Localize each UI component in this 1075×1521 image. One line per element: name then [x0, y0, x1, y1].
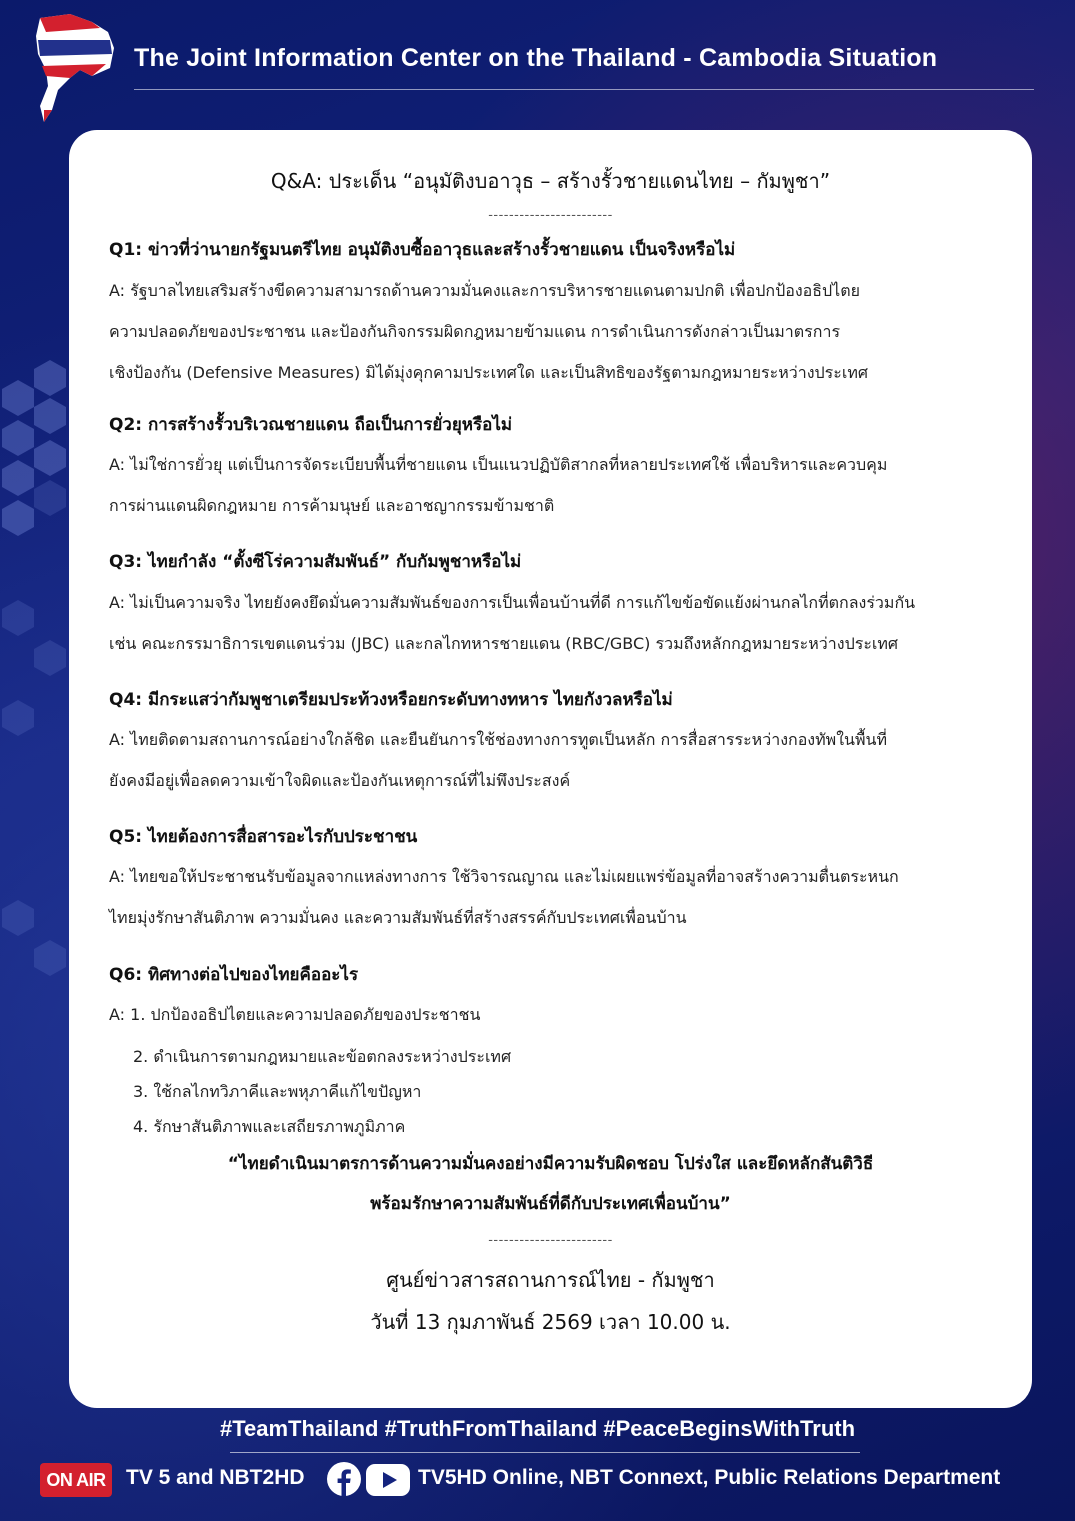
answer-6-item-1: A: 1. ปกป้องอธิปไตยและความปลอดภัยของประชาชน — [109, 1005, 481, 1024]
question-5: Q5: ไทยต้องการสื่อสารอะไรกับประชาชน — [109, 827, 418, 847]
answer-1-line-1: A: รัฐบาลไทยเสริมสร้างขีดความสามารถด้านความมั่นคงและการบริหารชายแดนตามปกติ เพื่อปกป้องอธิปไตย — [109, 281, 860, 300]
qa-card — [69, 130, 1032, 1408]
closing-quote-line-1: “ไทยดำเนินมาตรการด้านความมั่นคงอย่างมีความรับผิดชอบ โปร่งใส และยึดหลักสันติวิธี — [227, 1154, 874, 1174]
question-3: Q3: ไทยกำลัง “ตั้งซีโร่ความสัมพันธ์” กับกัมพูชาหรือไม่ — [109, 552, 522, 572]
facebook-icon — [327, 1462, 361, 1496]
answer-1-line-3: เชิงป้องกัน (Defensive Measures) มิได้มุ่งคุกคามประเทศใด และเป็นสิทธิของรัฐตามกฎหมายระหว่างประเทศ — [109, 363, 869, 382]
question-2: Q2: การสร้างรั้วบริเวณชายแดน ถือเป็นการยั่วยุหรือไม่ — [109, 415, 513, 435]
answer-2 — [109, 444, 992, 526]
answer-3-line-1: A: ไม่เป็นความจริง ไทยยังคงยึดมั่นความสัมพันธ์ของการเป็นเพื่อนบ้านที่ดี การแก้ไขข้อขัดแย้งผ่านกลไกที่ตกลงร่วมกัน — [109, 593, 916, 612]
answer-6-item-2: 2. ดำเนินการตามกฎหมายและข้อตกลงระหว่างประเทศ — [133, 1047, 512, 1066]
answer-1-line-2: ความปลอดภัยของประชาชน และป้องกันกิจกรรมผิดกฎหมายข้ามแดน การดำเนินการดังกล่าวเป็นมาตรการ — [109, 322, 841, 341]
answer-4-line-1: A: ไทยติดตามสถานการณ์อย่างใกล้ชิด และยืนยันการใช้ช่องทางการทูตเป็นหลัก การสื่อสารระหว่างกองทัพในพื้นที่ — [109, 730, 887, 749]
answer-6-item-3: 3. ใช้กลไกทวิภาคีและพหุภาคีแก้ไขปัญหา — [133, 1082, 422, 1101]
hexagon-pattern-decoration — [0, 0, 80, 1000]
answer-4 — [109, 719, 992, 801]
issue-date: วันที่ 13 กุมภาพันธ์ 2569 เวลา 10.00 น. — [370, 1310, 731, 1334]
on-air-badge: ON AIR — [40, 1463, 112, 1497]
hashtag-divider — [230, 1452, 860, 1453]
answer-4-line-2: ยังคงมีอยู่เพื่อลดความเข้าใจผิดและป้องกันเหตุการณ์ที่ไม่พึงประสงค์ — [109, 771, 571, 790]
document-title: Q&A: ประเด็น “อนุมัติงบอาวุธ – สร้างรั้วชายแดนไทย – กัมพูชา” — [270, 169, 831, 193]
header-title: The Joint Information Center on the Thailand - Cambodia Situation — [134, 44, 938, 72]
question-4: Q4: มีกระแสว่ากัมพูชาเตรียมประท้วงหรือยกระดับทางทหาร ไทยกังวลหรือไม่ — [109, 690, 673, 710]
thailand-flag-map-logo — [30, 10, 130, 130]
issuer-name: ศูนย์ข่าวสารสถานการณ์ไทย - กัมพูชา — [386, 1268, 715, 1292]
answer-2-line-2: การผ่านแดนผิดกฎหมาย การค้ามนุษย์ และอาชญากรรมข้ามชาติ — [109, 496, 555, 515]
online-platforms: TV5HD Online, NBT Connext, Public Relations Department — [418, 1466, 1001, 1489]
answer-5 — [109, 856, 992, 938]
answer-6-item-4: 4. รักษาสันติภาพและเสถียรภาพภูมิภาค — [133, 1117, 406, 1136]
hashtags: #TeamThailand #TruthFromThailand #PeaceBeginsWithTruth — [219, 1416, 856, 1441]
youtube-icon — [366, 1464, 410, 1496]
header-divider — [134, 89, 1034, 90]
closing-quote-line-2: พร้อมรักษาความสัมพันธ์ที่ดีกับประเทศเพื่อนบ้าน” — [370, 1194, 731, 1214]
question-1: Q1: ข่าวที่ว่านายกรัฐมนตรีไทย อนุมัติงบซื้ออาวุธและสร้างรั้วชายแดน เป็นจริงหรือไม่ — [109, 240, 736, 260]
question-6: Q6: ทิศทางต่อไปของไทยคืออะไร — [109, 965, 359, 985]
broadcast-channels: TV 5 and NBT2HD — [126, 1466, 305, 1489]
answer-2-line-1: A: ไม่ใช่การยั่วยุ แต่เป็นการจัดระเบียบพื้นที่ชายแดน เป็นแนวปฏิบัติสากลที่หลายประเทศใช้ เพื่อบริหารและควบคุม — [109, 455, 888, 474]
answer-3-line-2: เช่น คณะกรรมาธิการเขตแดนร่วม (JBC) และกลไกทหารชายแดน (RBC/GBC) รวมถึงหลักกฎหมายระหว่างประเทศ — [109, 634, 899, 653]
title-separator: ------------------------ — [488, 208, 613, 223]
answer-5-line-1: A: ไทยขอให้ประชาชนรับข้อมูลจากแหล่งทางการ ใช้วิจารณญาณ และไม่เผยแพร่ข้อมูลที่อาจสร้างความตื่นตระหนก — [109, 867, 899, 886]
answer-5-line-2: ไทยมุ่งรักษาสันติภาพ ความมั่นคง และความสัมพันธ์ที่สร้างสรรค์กับประเทศเพื่อนบ้าน — [109, 908, 687, 927]
answer-3 — [109, 582, 992, 664]
answer-1 — [109, 270, 992, 393]
footer-separator: ------------------------ — [488, 1233, 613, 1248]
